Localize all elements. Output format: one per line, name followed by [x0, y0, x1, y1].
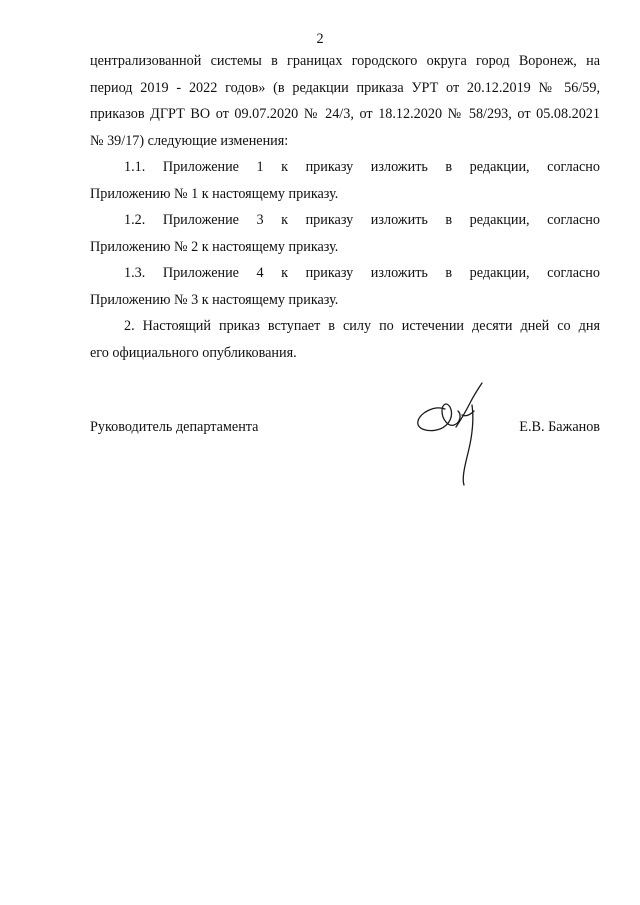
- body-line: приказов ДГРТ ВО от 09.07.2020 № 24/3, от 18.12.2020 № 58/293, от 05.08.2021: [90, 106, 600, 122]
- point-2-line1: 2. Настоящий приказ вступает в силу по истечении десяти дней со дня: [124, 318, 600, 334]
- signer-position: Руководитель департамента: [90, 419, 259, 435]
- point-2-line2: его официального опубликования.: [90, 344, 297, 361]
- item-1-3-line2: Приложению № 3 к настоящему приказу.: [90, 291, 339, 308]
- body-line: период 2019 - 2022 годов» (в редакции приказа УРТ от 20.12.2019 № 56/59,: [90, 79, 600, 96]
- body-line: централизованной системы в границах городского округа город Воронеж, на: [90, 53, 600, 69]
- item-1-2-line2: Приложению № 2 к настоящему приказу.: [90, 238, 339, 255]
- signer-name: Е.В. Бажанов: [519, 419, 600, 435]
- document-body: [90, 48, 600, 366]
- item-1-2-line1: 1.2. Приложение 3 к приказу изложить в редакции, согласно: [124, 212, 600, 228]
- item-1-1-line1: 1.1. Приложение 1 к приказу изложить в редакции, согласно: [124, 159, 600, 175]
- body-line: № 39/17) следующие изменения:: [90, 132, 289, 149]
- page-number: 2: [316, 31, 324, 47]
- item-1-3-line1: 1.3. Приложение 4 к приказу изложить в редакции, согласно: [124, 265, 600, 281]
- item-1-1-line2: Приложению № 1 к настоящему приказу.: [90, 185, 339, 202]
- signature-block: [90, 412, 600, 442]
